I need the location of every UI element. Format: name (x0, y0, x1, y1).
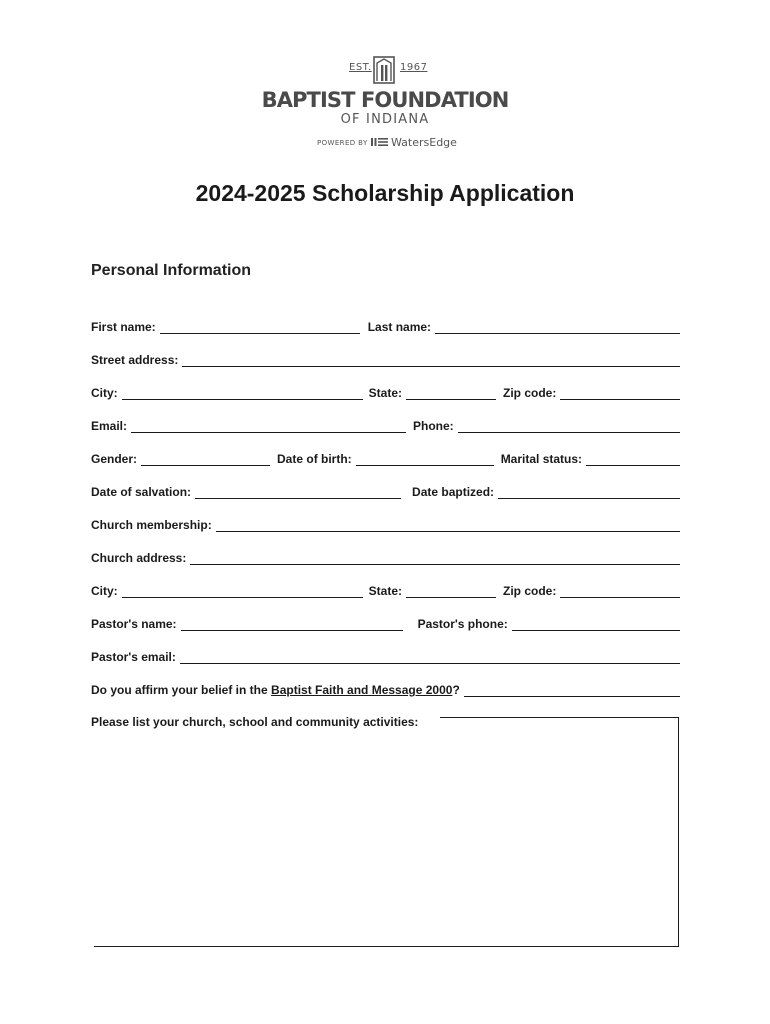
affirmation-question (91, 683, 460, 697)
organization-name: BAPTIST FOUNDATION (261, 88, 509, 112)
church-address-label: Church address: (91, 551, 187, 565)
activities-textarea[interactable] (94, 718, 679, 947)
church-address-row (91, 547, 680, 565)
city-state-zip-row (91, 382, 680, 400)
pastor-phone-field[interactable] (512, 618, 680, 631)
baptized-label: Date baptized: (412, 485, 495, 499)
first-name-field[interactable] (160, 321, 360, 334)
organization-subtitle: OF INDIANA (340, 112, 430, 127)
street-address-label: Street address: (91, 353, 179, 367)
church-state-label: State: (368, 584, 403, 598)
city-field[interactable] (122, 387, 363, 400)
pastor-email-row (91, 646, 680, 664)
city-label: City: (91, 386, 118, 400)
logo-est-label: EST. (349, 62, 372, 73)
logo-year-label: 1967 (400, 62, 428, 73)
last-name-label: Last name: (367, 320, 432, 334)
baptized-field[interactable] (498, 486, 680, 499)
church-address-field[interactable] (190, 552, 680, 565)
marital-status-field[interactable] (586, 453, 680, 466)
foundation-logo (0, 52, 770, 156)
gender-dob-marital-row (91, 448, 680, 466)
dob-label: Date of birth: (277, 452, 352, 466)
church-membership-field[interactable] (216, 519, 680, 532)
section-title: Personal Information (91, 262, 252, 279)
email-field[interactable] (131, 420, 406, 433)
affirmation-prefix: Do you affirm your belief in the (91, 683, 268, 697)
email-phone-row (91, 415, 680, 433)
pastor-name-label: Pastor's name: (91, 617, 177, 631)
church-city-state-zip-row (91, 580, 680, 598)
partner-name: WatersEdge (391, 136, 457, 149)
email-label: Email: (91, 419, 128, 433)
church-city-label: City: (91, 584, 118, 598)
gender-field[interactable] (141, 453, 270, 466)
salvation-label: Date of salvation: (91, 485, 192, 499)
gender-label: Gender: (91, 452, 138, 466)
church-state-field[interactable] (406, 585, 496, 598)
first-name-label: First name: (91, 320, 156, 334)
marital-status-label: Marital status: (500, 452, 583, 466)
street-address-field[interactable] (182, 354, 680, 367)
last-name-field[interactable] (435, 321, 680, 334)
affirmation-row (91, 679, 680, 697)
zip-field[interactable] (560, 387, 680, 400)
watersedge-icon (371, 137, 388, 147)
page-title: 2024-2025 Scholarship Application (195, 180, 575, 206)
activities-label: Please list your church, school and community activities: (91, 715, 419, 729)
salvation-baptized-row (91, 481, 680, 499)
pastor-row (91, 613, 680, 631)
state-label: State: (368, 386, 403, 400)
state-field[interactable] (406, 387, 496, 400)
phone-field[interactable] (458, 420, 680, 433)
street-address-row (91, 349, 680, 367)
church-zip-field[interactable] (560, 585, 680, 598)
zip-label: Zip code: (503, 386, 557, 400)
church-city-field[interactable] (122, 585, 363, 598)
building-icon (373, 54, 395, 84)
baptist-faith-message-link[interactable]: Baptist Faith and Message 2000 (271, 683, 453, 697)
church-membership-label: Church membership: (91, 518, 212, 532)
phone-label: Phone: (413, 419, 454, 433)
affirmation-suffix: ? (452, 683, 460, 697)
pastor-phone-label: Pastor's phone: (417, 617, 508, 631)
pastor-name-field[interactable] (181, 618, 403, 631)
church-zip-label: Zip code: (503, 584, 557, 598)
name-row (91, 316, 680, 334)
affirmation-field[interactable] (464, 684, 680, 697)
pastor-email-label: Pastor's email: (91, 650, 176, 664)
church-membership-row (91, 514, 680, 532)
pastor-email-field[interactable] (180, 651, 680, 664)
salvation-field[interactable] (195, 486, 401, 499)
dob-field[interactable] (356, 453, 494, 466)
powered-by-label: POWERED BY (317, 139, 368, 147)
